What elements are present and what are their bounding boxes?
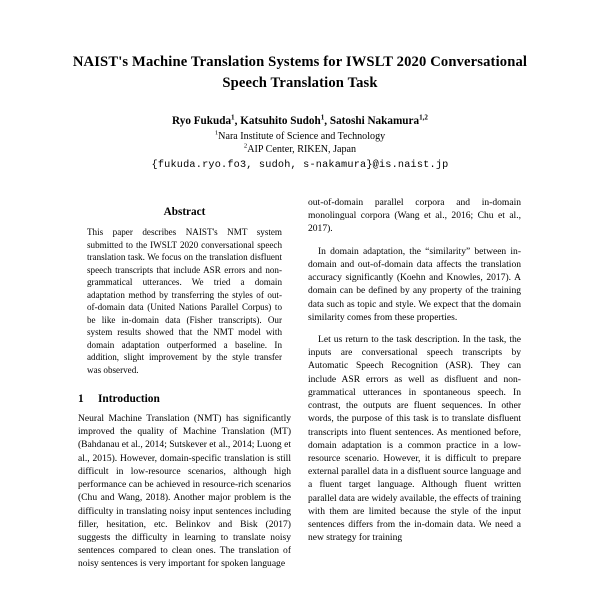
column-right [308,196,521,600]
author-list [66,114,534,129]
page-title [66,52,534,93]
author-affiliation-mark-1: 1 [231,113,235,122]
affiliation-mark-1: 1 [214,129,219,137]
author-name-1: Ryo Fukuda [172,115,232,128]
contact-email[interactable]: {fukuda.ryo.fo3, sudoh, s-nakamura}@is.naist.jp [151,160,449,172]
author-affiliation-mark-3: 1,2 [419,113,428,122]
title-block [0,0,600,171]
affiliation-text-1: Nara Institute of Science and Technology [218,130,386,142]
affiliation-text-2: AIP Center, RIKEN, Japan [247,144,357,156]
paragraph: Neural Machine Translation (NMT) has significantly improved the quality of Machine Translation (MT) (Bahdanau et al., 2014; Sutskever et al., 2014; Luong et al., 2015). However, domain-specific translation is still difficult in low-resource scenarios, although high performance can be achieved in resource-rich scenarios (Chu and Wang, 2018). Another major problem is the difficulty in translating noisy input sentences including filler, hesitation, etc. Belinkov and Bisk (2017) suggests the difficulty in learning to translate noisy sentences compared to clean ones. The translation of noisy sentences is very important for spoken language [78,413,291,570]
affiliation-1 [66,130,534,144]
paragraph: out-of-domain parallel corpora and in-domain monolingual corpora (Wang et al., 2016; Chu et al., 2017). [308,197,521,235]
author-separator-1: , [234,115,241,128]
paragraph: Let us return to the task description. In the task, the inputs are conversational speech transcripts by Automatic Speech Recognition (ASR). They can include ASR errors as well as disfluent and non-grammatical utterances in spontaneous speech. In contrast, the outputs are fluent sequences. In other words, the purpose of this task is to translate disfluent transcripts into fluent sentences. As mentioned before, domain adaptation is a common practice in a low-resource scenario. However, it is difficult to prepare external parallel data in a disfluent source language and a fluent target language. Although fluent written parallel data are widely available, the effects of training with them are limited because the style of the input sentences differs from the in-domain data. We need a new strategy for training [308,333,521,544]
author-name-2: Katsuhito Sudoh [240,115,321,128]
title-line-2: Speech Translation Task [222,74,378,91]
section-number: 1 [78,393,84,405]
author-name-3: Satoshi Nakamura [329,115,420,128]
abstract-heading: Abstract [163,206,206,218]
section-heading-introduction [78,393,291,405]
paragraph: In domain adaptation, the “similarity” between in-domain and out-of-domain data affects the translation accuracy significantly (Koehn and Knowles, 2017). A domain can be defined by any property of the training data such as topic and style. We expect that the domain similarity comes from these properties. [308,245,521,323]
abstract-body: This paper describes NAIST's NMT system submitted to the IWSLT 2020 conversational speech translation task. We focus on the translation disfluent speech transcripts that include ASR errors and non-grammatical utterances. We tried a domain adaptation method by transferring the styles of out-of-domain data (United Nations Parallel Corpus) to be like in-domain data (Fisher transcripts). Our system results showed that the NMT model with domain adaptation outperformed a baseline. In addition, slight improvement by the style transfer was observed. [87,227,282,375]
abstract-section [78,206,291,376]
column-left [78,196,291,600]
body-columns [0,196,600,600]
author-affiliation-mark-2: 1 [320,113,325,122]
title-line-1: NAIST's Machine Translation Systems for IWSLT 2020 Conversational [72,54,528,70]
affiliation-2 [66,143,534,157]
affiliation-mark-2: 2 [243,143,248,151]
section-title: Introduction [98,393,160,405]
author-separator-2: , [324,115,330,128]
